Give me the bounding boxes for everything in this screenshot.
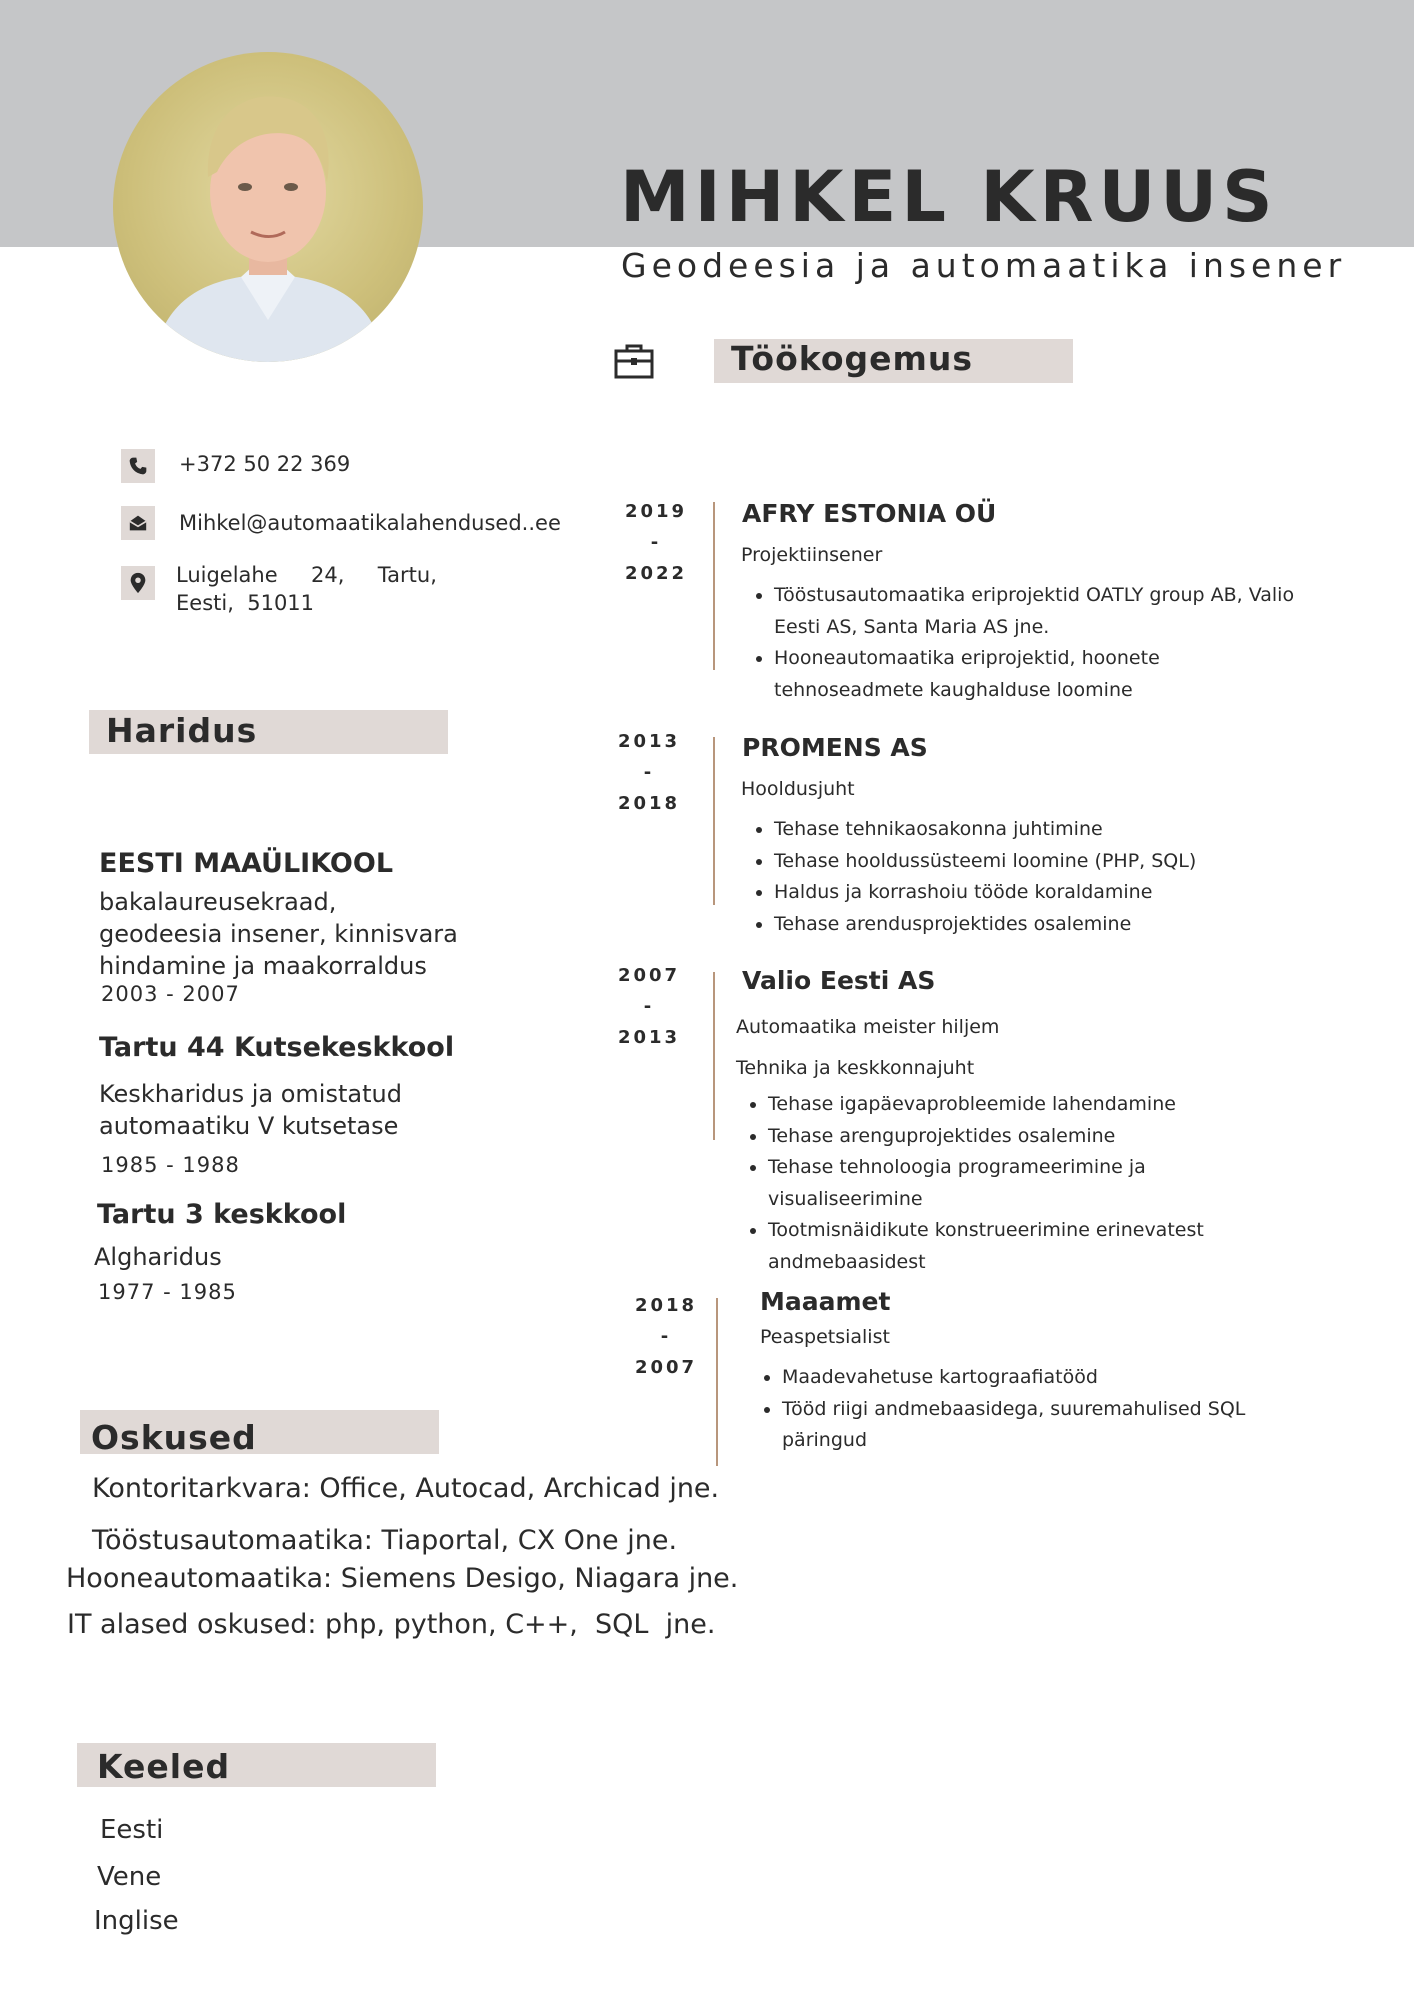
education-degree-line: automaatiku V kutsetase [99,1112,399,1140]
education-heading: Haridus [106,711,258,750]
job-bullet: • Tehase arenguprojektides osalemine [768,1121,1298,1153]
skill-item: Kontoritarkvara: Office, Autocad, Archicad jne. [92,1473,720,1504]
job-role: Peaspetsialist [760,1326,890,1348]
person-portrait-icon [113,52,423,362]
contact-phone: +372 50 22 369 [179,452,351,476]
language-item: Eesti [100,1815,164,1845]
job-bullet-list [750,1362,1312,1457]
education-school: Tartu 3 keskkool [97,1199,347,1230]
job-year-end: 2022 [624,563,688,584]
education-school: EESTI MAAÜLIKOOL [99,848,394,879]
contact-address-line1: Luigelahe 24, Tartu, [176,563,437,587]
job-bullet: • Tööd riigi andmebaasidega, suuremahulised SQL päringud [782,1394,1312,1457]
timeline-line [713,502,715,670]
person-name: MIHKEL KRUUS [620,156,1278,238]
job-year-dash: - [643,996,655,1017]
phone-icon-box [121,449,155,483]
education-years: 2003 - 2007 [101,982,240,1006]
job-year-start: 2018 [634,1295,698,1316]
job-bullet: • Hooneautomaatika eriprojektid, hoonete tehnoseadmete kaughalduse loomine [774,643,1304,706]
job-bullet-list [742,580,1304,706]
job-role: Projektiinsener [741,544,883,566]
skills-heading: Oskused [91,1418,257,1457]
job-year-dash: - [660,1326,672,1347]
skill-item: Hooneautomaatika: Siemens Desigo, Niagara jne. [66,1563,739,1594]
job-company: PROMENS AS [742,733,928,762]
briefcase-icon [614,343,654,383]
job-bullet: • Maadevahetuse kartograafiatööd [782,1362,1312,1394]
job-year-dash: - [650,532,662,553]
job-years [609,960,689,1053]
job-year-start: 2013 [617,731,681,752]
education-years: 1977 - 1985 [98,1280,237,1304]
languages-heading: Keeled [97,1747,231,1786]
skill-item: IT alased oskused: php, python, C++, SQL jne. [67,1609,716,1640]
timeline-line [713,737,715,905]
education-degree [99,1078,402,1142]
phone-icon [128,456,148,476]
job-bullet: • Tehase tehnoloogia programeerimine ja visualiseerimine [768,1152,1298,1215]
job-year-start: 2007 [617,965,681,986]
job-year-end: 2018 [617,793,681,814]
job-title: Geodeesia ja automaatika insener [621,246,1347,285]
job-role: Automaatika meister hiljem [736,1016,1000,1038]
timeline-line [713,972,715,1140]
job-years [626,1290,706,1383]
education-degree-line: Algharidus [94,1243,222,1271]
job-bullet: • Haldus ja korrashoiu tööde koraldamine [774,877,1304,909]
job-role: Hooldusjuht [741,778,855,800]
education-degree-line: hindamine ja maakorraldus [99,952,427,980]
job-bullet: • Tehase hooldussüsteemi loomine (PHP, SQL) [774,846,1304,878]
job-bullet: • Tööstusautomaatika eriprojektid OATLY group AB, Valio Eesti AS, Santa Maria AS jne. [774,580,1304,643]
job-year-dash: - [643,762,655,783]
contact-email: Mihkel@automaatikalahendused..ee [179,511,561,535]
experience-heading: Töökogemus [731,339,974,378]
language-item: Inglise [94,1906,179,1936]
contact-address-line2: Eesti, 51011 [176,591,315,615]
profile-photo [113,52,423,362]
job-company: AFRY ESTONIA OÜ [742,499,997,528]
job-years [609,726,689,819]
education-years: 1985 - 1988 [101,1153,240,1177]
mail-icon [128,514,148,532]
job-bullet: • Tehase tehnikaosakonna juhtimine [774,814,1304,846]
job-bullet: • Tehase arendusprojektides osalemine [774,909,1304,941]
education-degree-line: Keskharidus ja omistatud [99,1080,402,1108]
location-icon-box [121,566,155,600]
job-bullet-list [742,814,1304,940]
job-company: Valio Eesti AS [742,966,936,995]
education-degree-line: bakalaureusekraad, [99,888,337,916]
job-role-secondary: Tehnika ja keskkonnajuht [736,1057,975,1079]
job-company: Maaamet [760,1287,891,1316]
skill-item: Tööstusautomaatika: Tiaportal, CX One jne. [92,1525,678,1556]
mail-icon-box [121,506,155,540]
location-pin-icon [129,572,147,594]
education-school: Tartu 44 Kutsekeskkool [99,1032,455,1063]
education-degree-line: geodeesia insener, kinnisvara [99,920,458,948]
education-degree [99,886,458,982]
job-year-end: 2013 [617,1027,681,1048]
education-degree [94,1241,222,1273]
timeline-line [716,1298,718,1466]
job-bullet: • Tehase igapäevaprobleemide lahendamine [768,1089,1298,1121]
job-bullet-list [736,1089,1298,1278]
job-bullet: • Tootmisnäidikute konstrueerimine erinevatest andmebaasidest [768,1215,1298,1278]
job-year-end: 2007 [634,1357,698,1378]
job-years [616,496,696,589]
language-item: Vene [97,1862,162,1892]
job-year-start: 2019 [624,501,688,522]
